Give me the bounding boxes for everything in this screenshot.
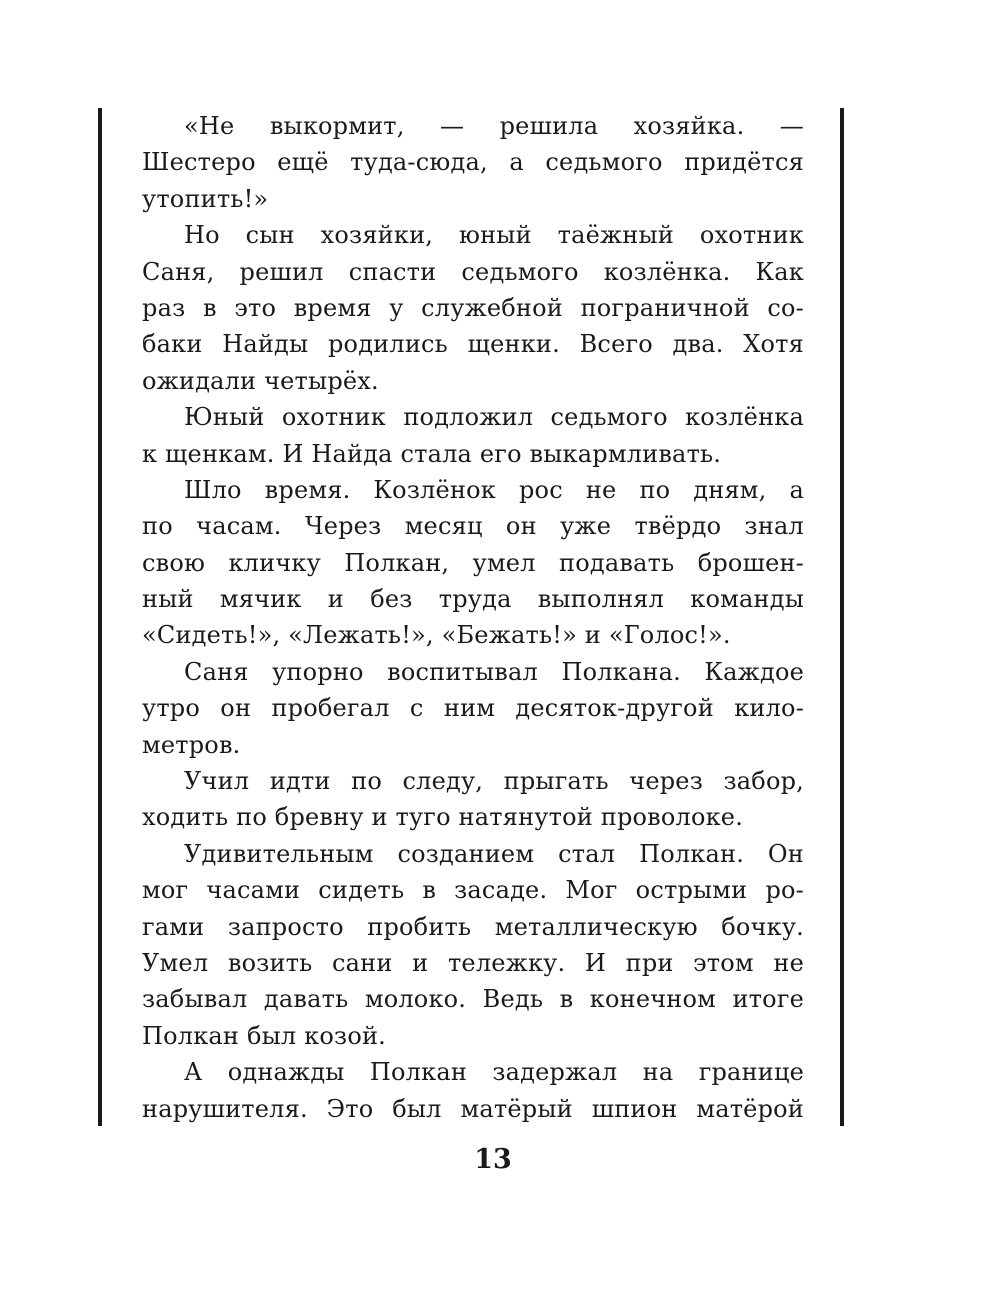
text-line: гами запросто пробить металлическую бочку. [142, 912, 804, 941]
text-line: Юный охотник подложил седьмого козлёнка [184, 403, 804, 432]
text-line: Полкан был козой. [142, 1021, 386, 1050]
text-line: мог часами сидеть в засаде. Мог острыми ро- [142, 876, 804, 905]
text-line: «Сидеть!», «Лежать!», «Бежать!» и «Голос!». [142, 621, 731, 650]
text-line: «Не выкормит, — решила хозяйка. — [184, 112, 804, 140]
text-line: раз в это время у служебной пограничной со- [142, 293, 804, 322]
text-line: нарушителя. Это был матёрый шпион матёрой [142, 1094, 804, 1123]
text-line: утро он пробегал с ним десяток-другой кило- [142, 694, 804, 723]
text-line: А однажды Полкан задержал на границе [184, 1058, 804, 1087]
body-text [142, 108, 804, 1127]
right-margin-rule [840, 108, 844, 1126]
text-line: ходить по бревну и туго натянутой проволоке. [142, 803, 744, 832]
page-number: 13 [474, 1144, 512, 1175]
text-line: Саня упорно воспитывал Полкана. Каждое [184, 657, 804, 686]
text-line: Учил идти по следу, прыгать через забор, [184, 767, 804, 796]
text-line: к щенкам. И Найда стала его выкармливать. [142, 439, 722, 468]
text-line: Но сын хозяйки, юный таёжный охотник [184, 221, 804, 250]
text-line: Удивительным созданием стал Полкан. Он [184, 839, 804, 868]
text-line: Саня, решил спасти седьмого козлёнка. Как [142, 257, 804, 286]
text-line: свою кличку Полкан, умел подавать брошен- [142, 548, 804, 577]
left-margin-rule [98, 108, 102, 1126]
text-line: баки Найды родились щенки. Всего два. Хотя [142, 330, 804, 359]
text-line: по часам. Через месяц он уже твёрдо знал [142, 512, 804, 541]
text-line: Умел возить сани и тележку. И при этом не [142, 948, 804, 977]
text-line: ный мячик и без труда выполнял команды [142, 585, 804, 614]
text-line: Шестеро ещё туда-сюда, а седьмого придётся [142, 148, 804, 177]
text-line: Шло время. Козлёнок рос не по дням, а [184, 475, 804, 504]
text-line: забывал давать молоко. Ведь в конечном итоге [142, 985, 804, 1014]
text-line: метров. [142, 730, 241, 759]
text-line: утопить!» [142, 184, 269, 213]
text-line: ожидали четырёх. [142, 366, 379, 395]
